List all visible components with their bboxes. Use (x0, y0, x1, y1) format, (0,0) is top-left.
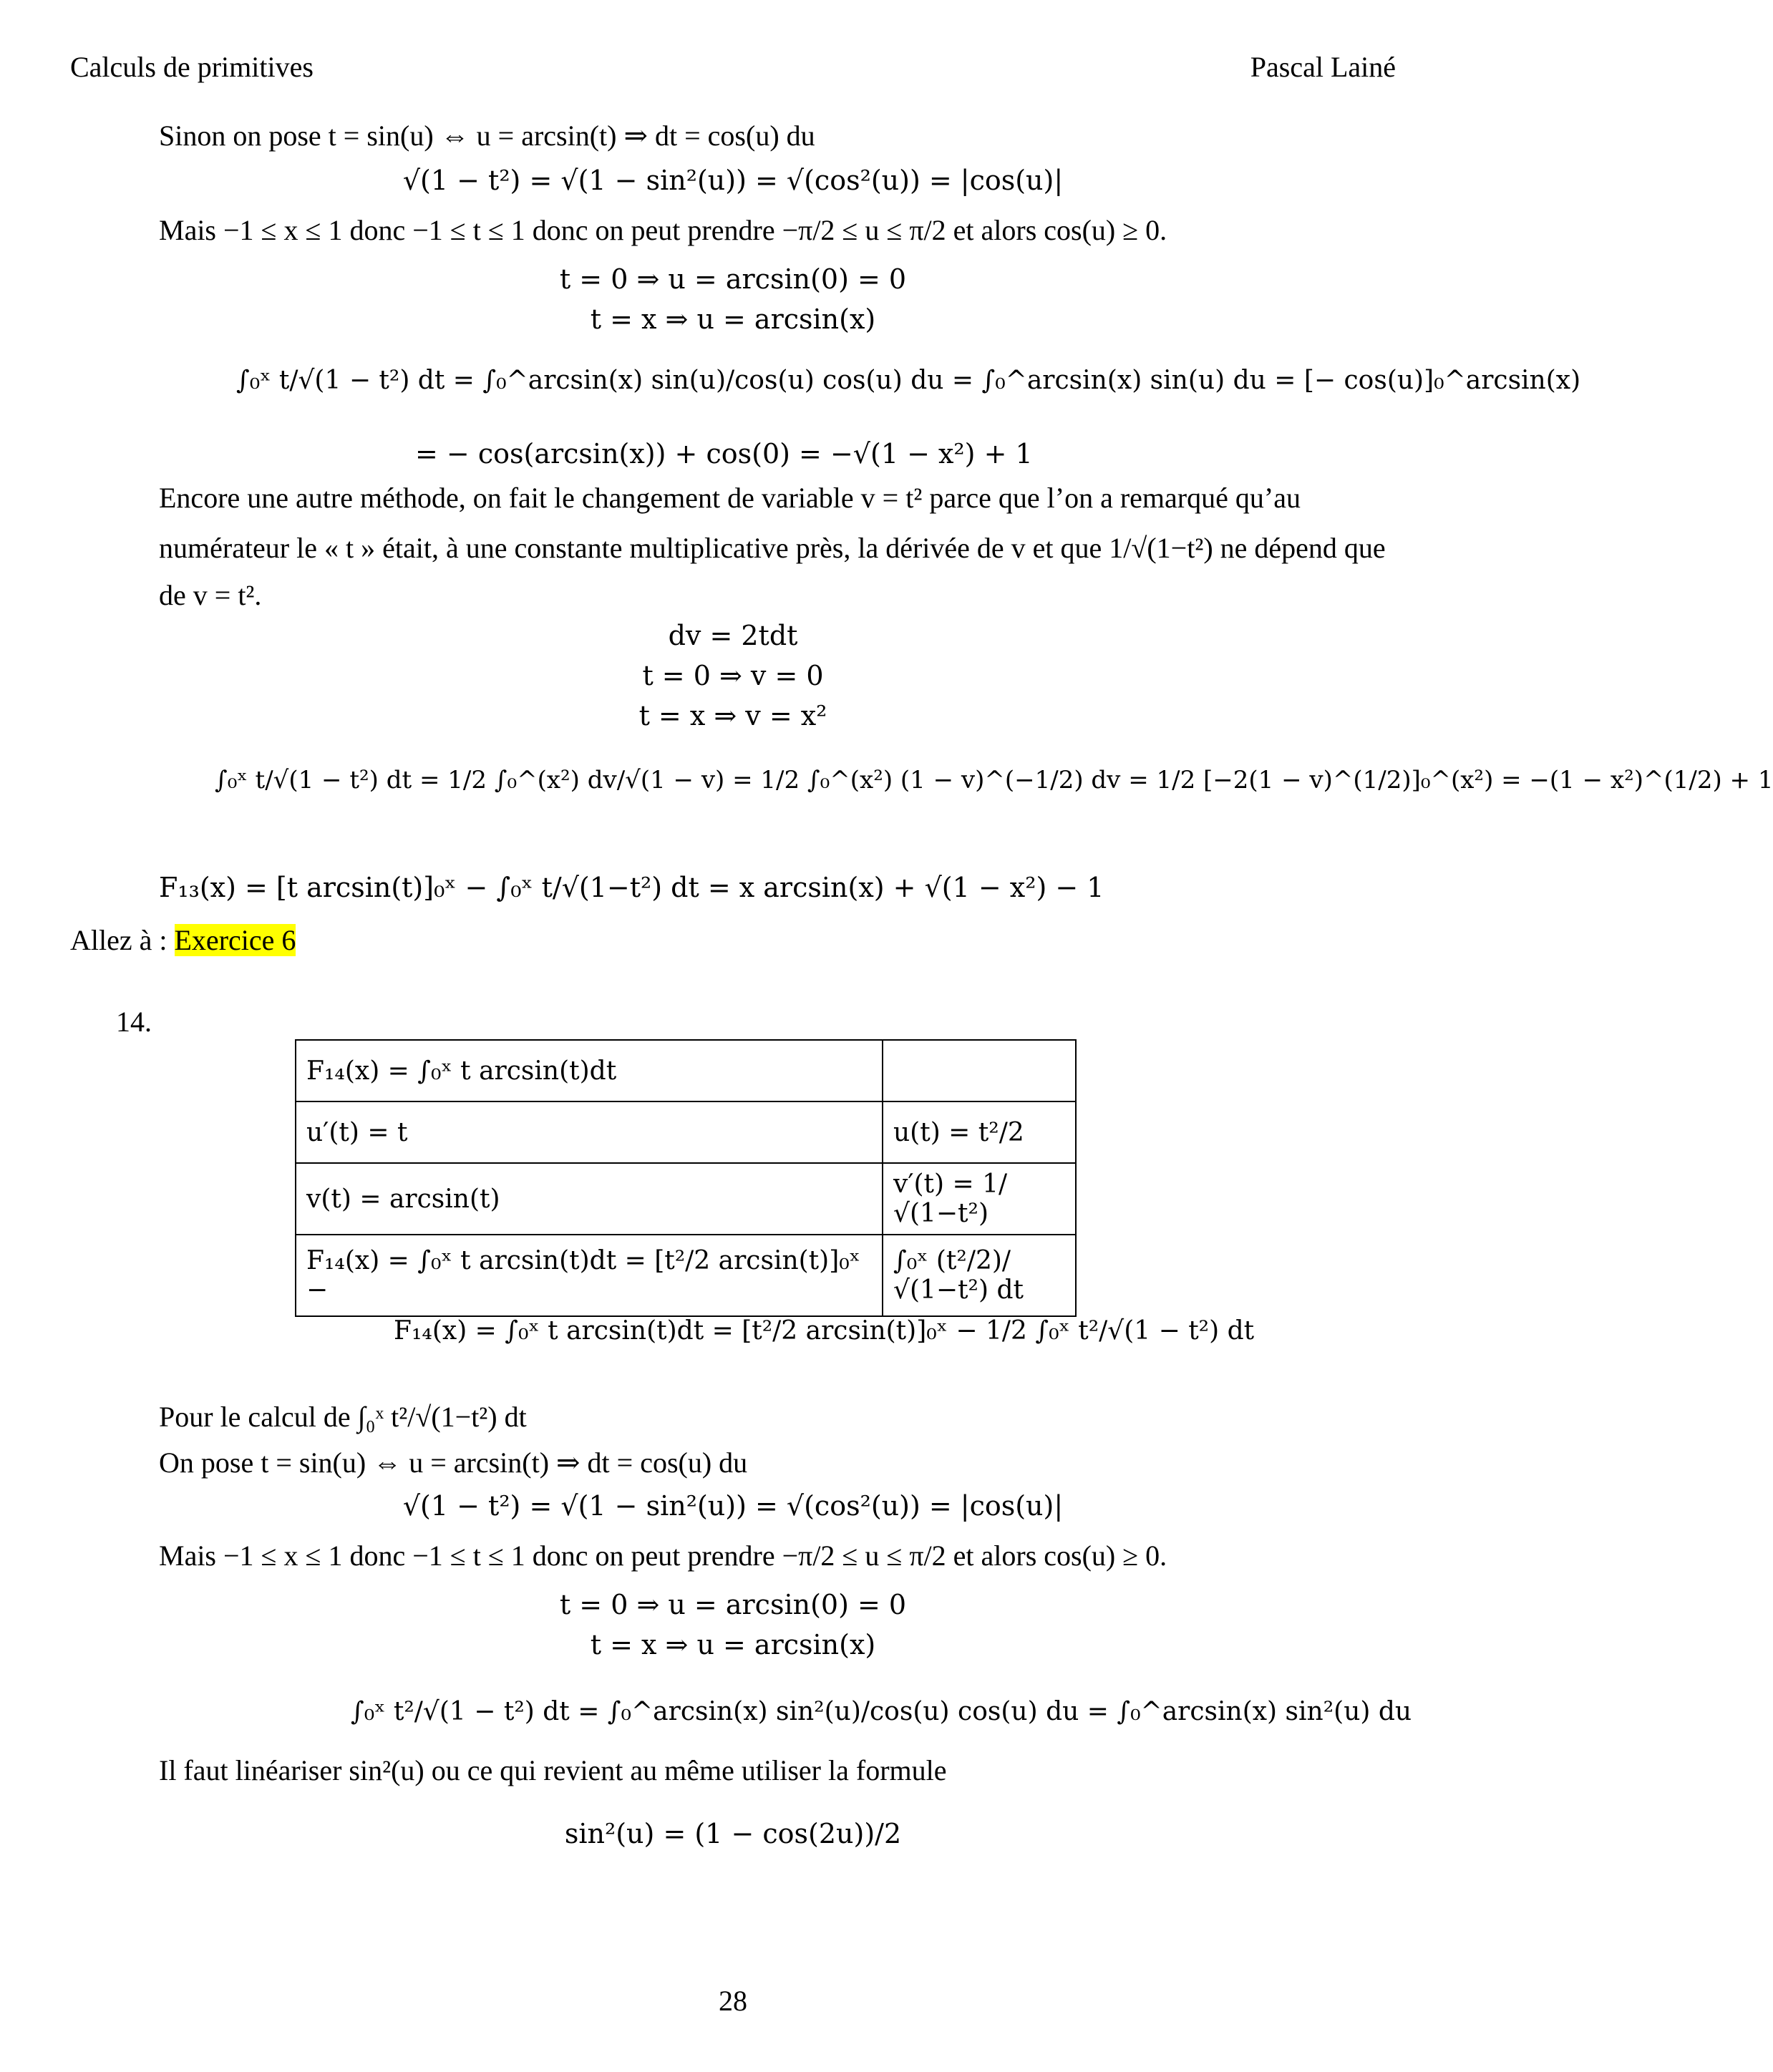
equation: √(1 − t²) = √(1 − sin²(u)) = √(cos²(u)) = |cos(u)| (402, 165, 1064, 196)
table-cell: F₁₄(x) = ∫₀ˣ t arcsin(t)dt = [t²/2 arcsin(t)]₀ˣ − (296, 1235, 883, 1316)
equation: t = x ⇒ u = arcsin(x) (590, 1629, 876, 1660)
equation: F₁₃(x) = [t arcsin(t)]₀ˣ − ∫₀ˣ t/√(1−t²) dt = x arcsin(x) + √(1 − x²) − 1 (159, 872, 1104, 903)
equation: t = 0 ⇒ u = arcsin(0) = 0 (559, 1589, 907, 1620)
table-cell: ∫₀ˣ (t²/2)/√(1−t²) dt (883, 1235, 1076, 1316)
text-line: Mais −1 ≤ x ≤ 1 donc −1 ≤ t ≤ 1 donc on peut prendre −π/2 ≤ u ≤ π/2 et alors cos(u) ≥ 0. (159, 214, 1167, 246)
equation: F₁₄(x) = ∫₀ˣ t arcsin(t)dt = [t²/2 arcsin(t)]₀ˣ − 1/2 ∫₀ˣ t²/√(1 − t²) dt (394, 1316, 1255, 1346)
integration-by-parts-table (295, 1039, 1077, 1317)
goto-prefix: Allez à : (70, 924, 175, 956)
equation: t = x ⇒ v = x² (638, 700, 827, 731)
table-cell: v′(t) = 1/√(1−t²) (883, 1163, 1076, 1235)
goto-line (70, 923, 296, 958)
text-line: Encore une autre méthode, on fait le changement de variable v = t² parce que l’on a remarqué qu’au (159, 482, 1301, 514)
text-line: Il faut linéariser sin²(u) ou ce qui revient au même utiliser la formule (159, 1754, 947, 1786)
equation: √(1 − t²) = √(1 − sin²(u)) = √(cos²(u)) = |cos(u)| (402, 1490, 1064, 1522)
equation: t = 0 ⇒ v = 0 (642, 660, 824, 691)
table-cell (883, 1040, 1076, 1101)
equation: ∫₀ˣ t/√(1 − t²) dt = 1/2 ∫₀^(x²) dv/√(1 − v) = 1/2 ∫₀^(x²) (1 − v)^(−1/2) dv = 1/2 [−2(1 − v)^(1/2)]₀^(x²) = −(1 − x²)^(1/2) + 1 (215, 766, 1773, 794)
equation: ∫₀ˣ t²/√(1 − t²) dt = ∫₀^arcsin(x) sin²(u)/cos(u) cos(u) du = ∫₀^arcsin(x) sin²(u) du (351, 1697, 1412, 1726)
equation: t = 0 ⇒ u = arcsin(0) = 0 (559, 263, 907, 295)
page-number: 28 (719, 1985, 747, 2017)
equation: t = x ⇒ u = arcsin(x) (590, 303, 876, 335)
text-line: On pose t = sin(u) ⇔ u = arcsin(t) ⇒ dt = cos(u) du (159, 1446, 748, 1479)
table-cell: v(t) = arcsin(t) (296, 1163, 883, 1235)
text-line: numérateur le « t » était, à une constante multiplicative près, la dérivée de v et que 1/√(1−t²) ne dépend que (159, 532, 1386, 564)
text-line: Mais −1 ≤ x ≤ 1 donc −1 ≤ t ≤ 1 donc on peut prendre −π/2 ≤ u ≤ π/2 et alors cos(u) ≥ 0. (159, 1540, 1167, 1572)
equation: ∫₀ˣ t/√(1 − t²) dt = ∫₀^arcsin(x) sin(u)/cos(u) cos(u) du = ∫₀^arcsin(x) sin(u) du = [− cos(u)]₀^arcsin(x) (236, 366, 1581, 395)
text-line: de v = t². (159, 579, 262, 611)
header-title: Calculs de primitives (70, 51, 314, 83)
item-number: 14. (116, 1006, 152, 1038)
table-cell: u′(t) = t (296, 1101, 883, 1163)
exercise-link[interactable]: Exercice 6 (174, 924, 296, 956)
header-author: Pascal Lainé (1250, 51, 1396, 83)
text-line: Pour le calcul de ∫₀ˣ t²/√(1−t²) dt (159, 1401, 527, 1433)
table-cell: u(t) = t²/2 (883, 1101, 1076, 1163)
table-cell: F₁₄(x) = ∫₀ˣ t arcsin(t)dt (296, 1040, 883, 1101)
equation: = − cos(arcsin(x)) + cos(0) = −√(1 − x²) + 1 (415, 438, 1033, 470)
equation: sin²(u) = (1 − cos(2u))/2 (564, 1818, 902, 1849)
text-line: Sinon on pose t = sin(u) ⇔ u = arcsin(t) ⇒ dt = cos(u) du (159, 120, 815, 152)
equation: dv = 2tdt (668, 620, 798, 651)
